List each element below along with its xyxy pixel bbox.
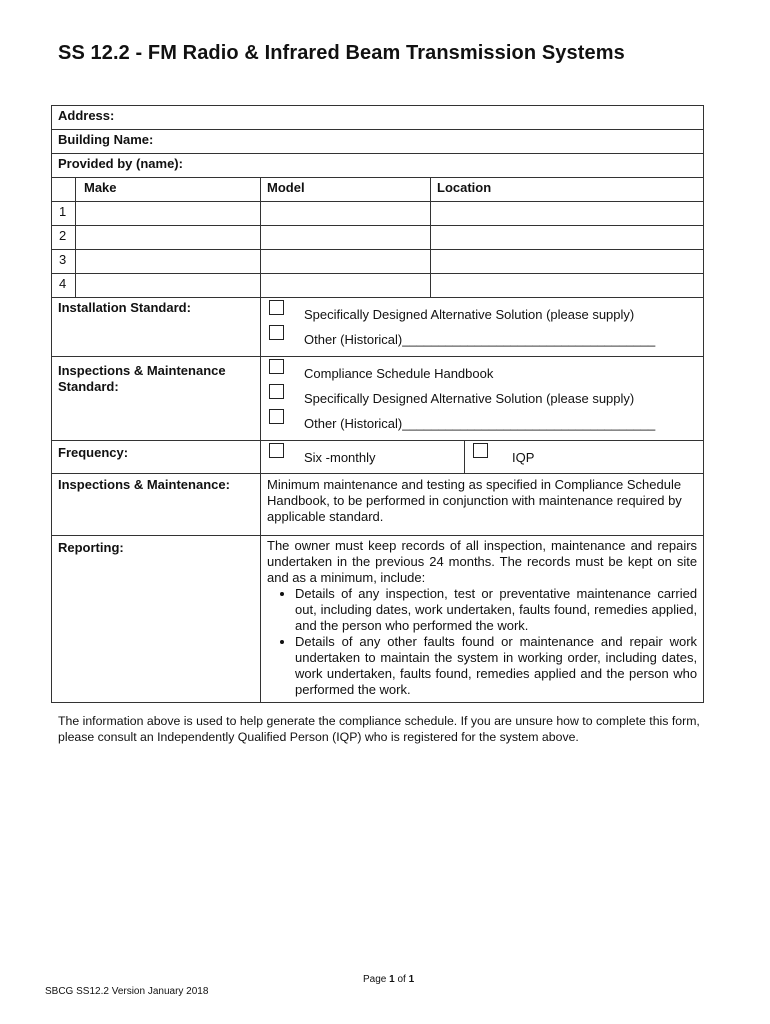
page-number: [363, 974, 414, 985]
option-label: Six -monthly: [304, 450, 376, 465]
option-label: IQP: [512, 450, 535, 465]
footnote: The information above is used to help generate the compliance schedule. If you are unsure how to complete this form, please consult an Independently Qualified Person (IQP) who is registered for the system above.: [58, 714, 700, 744]
option-label: Other (Historical)___________________________________: [304, 416, 656, 431]
checkbox[interactable]: [269, 443, 284, 458]
building-name-label: Building Name:: [58, 132, 154, 147]
equipment-row: [52, 226, 704, 250]
reporting-row: [52, 536, 704, 703]
installation-standard-options: [261, 298, 704, 357]
inspections-maintenance-row: [52, 474, 704, 536]
location-cell[interactable]: [431, 202, 704, 226]
make-cell[interactable]: [76, 202, 261, 226]
inspections-standard-options: [261, 357, 704, 441]
inspections-standard-row: [52, 357, 704, 441]
building-name-field[interactable]: [52, 130, 704, 154]
page-of: of: [394, 974, 409, 985]
checkbox[interactable]: [473, 443, 488, 458]
inspections-maintenance-label: Inspections & Maintenance:: [52, 474, 261, 536]
row-number: 1: [52, 202, 76, 226]
frequency-row: [52, 441, 704, 474]
location-cell[interactable]: [431, 226, 704, 250]
provided-by-field[interactable]: [52, 154, 704, 178]
reporting-text: The owner must keep records of all inspection, maintenance and repairs undertaken in the previous 24 months. The records must be kept on site and as a minimum, include:: [267, 538, 698, 585]
reporting-bullet-list: [267, 586, 697, 698]
option-alternative-solution: [269, 385, 697, 407]
provided-by-label: Provided by (name):: [58, 156, 183, 171]
option-label: Specifically Designed Alternative Solution (please supply): [304, 391, 635, 406]
checkbox[interactable]: [269, 325, 284, 340]
row-number-header: [52, 178, 76, 202]
location-cell[interactable]: [431, 274, 704, 298]
address-field[interactable]: [52, 106, 704, 130]
installation-standard-label: Installation Standard:: [52, 298, 261, 357]
frequency-iqp: [465, 441, 704, 474]
document-title: SS 12.2 - FM Radio & Infrared Beam Transmission Systems: [58, 42, 625, 64]
model-cell[interactable]: [261, 226, 431, 250]
compliance-form-table: [51, 105, 704, 703]
make-header: Make: [76, 178, 261, 202]
model-cell[interactable]: [261, 274, 431, 298]
checkbox[interactable]: [269, 409, 284, 424]
equipment-row: [52, 250, 704, 274]
model-cell[interactable]: [261, 250, 431, 274]
option-compliance-handbook: [269, 360, 697, 382]
make-cell[interactable]: [76, 226, 261, 250]
building-name-row: [52, 130, 704, 154]
version-footer: SBCG SS12.2 Version January 2018: [45, 986, 209, 997]
inspections-maintenance-text: Minimum maintenance and testing as specified in Compliance Schedule Handbook, to be performed in conjunction with maintenance required by applicable standard.: [261, 474, 704, 536]
model-cell[interactable]: [261, 202, 431, 226]
make-cell[interactable]: [76, 274, 261, 298]
provided-by-row: [52, 154, 704, 178]
model-header: Model: [261, 178, 431, 202]
row-number: 2: [52, 226, 76, 250]
location-cell[interactable]: [431, 250, 704, 274]
installation-standard-row: [52, 298, 704, 357]
option-other-historical: [269, 326, 697, 348]
address-label: Address:: [58, 108, 115, 123]
row-number: 4: [52, 274, 76, 298]
page-prefix: Page: [363, 974, 390, 985]
reporting-bullet: • Details of any other faults found or maintenance and repair work undertaken to maintain the system in working order, including dates, work undertaken, faults found, remedies applied and the person who performed the work.: [295, 634, 697, 698]
equipment-header-row: [52, 178, 704, 202]
reporting-label: Reporting:: [52, 536, 261, 703]
option-label: Specifically Designed Alternative Solution (please supply): [304, 307, 635, 322]
option-label: Compliance Schedule Handbook: [304, 366, 494, 381]
checkbox[interactable]: [269, 384, 284, 399]
row-number: 3: [52, 250, 76, 274]
reporting-bullet: • Details of any inspection, test or preventative maintenance carried out, including dates, work undertaken, faults found, remedies applied, and the person who performed the work.: [295, 586, 697, 634]
page-total: 1: [408, 974, 415, 985]
frequency-six-monthly: [261, 441, 465, 474]
equipment-row: [52, 274, 704, 298]
checkbox[interactable]: [269, 300, 284, 315]
frequency-label: Frequency:: [52, 441, 261, 474]
location-header: Location: [431, 178, 704, 202]
inspections-standard-label: Inspections & Maintenance Standard:: [52, 357, 261, 441]
option-other-historical: [269, 410, 697, 432]
equipment-row: [52, 202, 704, 226]
option-six-monthly: [269, 444, 458, 466]
option-label: Other (Historical)___________________________________: [304, 332, 656, 347]
reporting-content: [261, 536, 704, 703]
checkbox[interactable]: [269, 359, 284, 374]
option-iqp: [473, 444, 697, 466]
page-current: 1: [389, 974, 395, 985]
make-cell[interactable]: [76, 250, 261, 274]
option-alternative-solution: [269, 301, 697, 323]
address-row: [52, 106, 704, 130]
